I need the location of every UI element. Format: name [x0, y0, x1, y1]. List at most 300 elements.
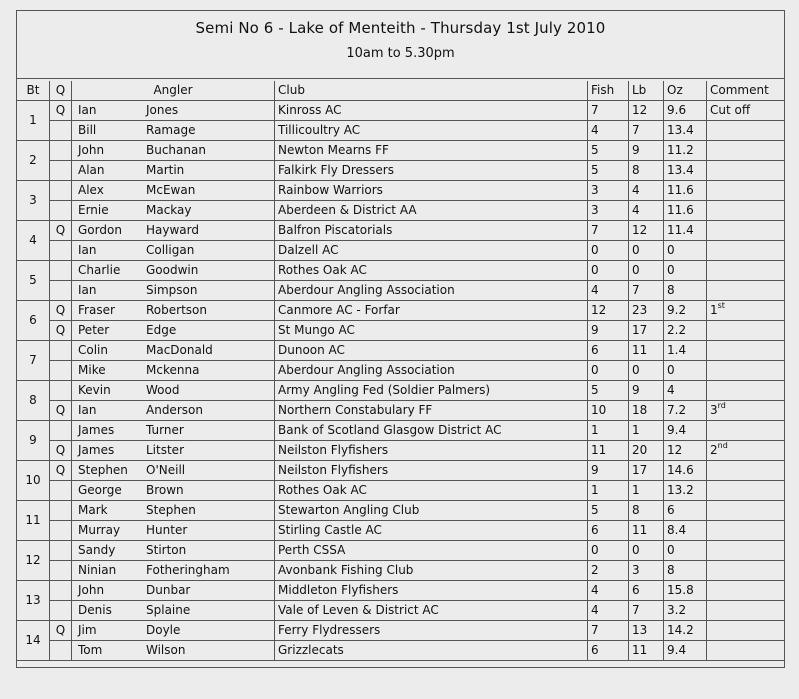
- angler-first-name: Jim: [78, 623, 97, 637]
- club-cell: Vale of Leven & District AC: [275, 601, 588, 621]
- club-cell: Rothes Oak AC: [275, 261, 588, 281]
- angler-first-name: Kevin: [78, 383, 111, 397]
- angler-last-name: Turner: [146, 423, 184, 437]
- angler-last-name: Mackay: [146, 203, 192, 217]
- club-cell: Bank of Scotland Glasgow District AC: [275, 421, 588, 441]
- qualifier-cell: [50, 181, 72, 201]
- weight-oz-cell: 9.6: [664, 101, 707, 121]
- table-row: [17, 421, 784, 441]
- angler-cell: [72, 201, 275, 221]
- club-cell: Rothes Oak AC: [275, 481, 588, 501]
- weight-oz-cell: 3.2: [664, 601, 707, 621]
- weight-lb-cell: 4: [629, 201, 664, 221]
- angler-cell: [72, 601, 275, 621]
- angler-first-name: Tom: [78, 643, 103, 657]
- fish-count-cell: 9: [588, 321, 629, 341]
- angler-first-name: Stephen: [78, 463, 128, 477]
- weight-lb-cell: 1: [629, 481, 664, 501]
- comment-cell: [707, 281, 785, 301]
- weight-lb-cell: 17: [629, 321, 664, 341]
- table-row: [17, 401, 784, 421]
- boat-number: 8: [17, 381, 50, 421]
- comment-cell: [707, 301, 785, 321]
- angler-last-name: Edge: [146, 323, 177, 337]
- table-row: [17, 641, 784, 661]
- fish-count-cell: 11: [588, 441, 629, 461]
- club-cell: St Mungo AC: [275, 321, 588, 341]
- page-subtitle: 10am to 5.30pm: [346, 46, 455, 61]
- weight-oz-cell: 8.4: [664, 521, 707, 541]
- weight-lb-cell: 3: [629, 561, 664, 581]
- weight-oz-cell: 13.2: [664, 481, 707, 501]
- club-cell: Grizzlecats: [275, 641, 588, 661]
- fish-count-cell: 3: [588, 201, 629, 221]
- angler-first-name: Peter: [78, 323, 110, 337]
- angler-cell: [72, 321, 275, 341]
- table-row: [17, 321, 784, 341]
- angler-first-name: Ian: [78, 283, 97, 297]
- table-row: [17, 461, 784, 481]
- fish-count-cell: 5: [588, 501, 629, 521]
- fish-count-cell: 9: [588, 461, 629, 481]
- boat-number: 11: [17, 501, 50, 541]
- header-oz: Oz: [664, 81, 707, 101]
- header-row: [17, 81, 784, 101]
- qualifier-cell: [50, 481, 72, 501]
- fish-count-cell: 0: [588, 261, 629, 281]
- angler-last-name: Ramage: [146, 123, 196, 137]
- angler-first-name: Fraser: [78, 303, 115, 317]
- qualifier-cell: [50, 281, 72, 301]
- angler-last-name: Splaine: [146, 603, 191, 617]
- fish-count-cell: 5: [588, 161, 629, 181]
- qualifier-cell: [50, 641, 72, 661]
- qualifier-cell: [50, 601, 72, 621]
- angler-last-name: Robertson: [146, 303, 207, 317]
- weight-lb-cell: 13: [629, 621, 664, 641]
- table-row: [17, 101, 784, 121]
- angler-last-name: Stirton: [146, 543, 187, 557]
- angler-last-name: Dunbar: [146, 583, 191, 597]
- weight-lb-cell: 8: [629, 161, 664, 181]
- table-row: [17, 501, 784, 521]
- comment-cell: [707, 541, 785, 561]
- fish-count-cell: 7: [588, 221, 629, 241]
- comment-cell: [707, 461, 785, 481]
- qualifier-cell: [50, 121, 72, 141]
- weight-lb-cell: 9: [629, 381, 664, 401]
- table-row: [17, 221, 784, 241]
- angler-first-name: John: [78, 143, 105, 157]
- comment-cell: [707, 341, 785, 361]
- qualifier-cell: [50, 261, 72, 281]
- weight-lb-cell: 18: [629, 401, 664, 421]
- weight-oz-cell: 0: [664, 541, 707, 561]
- weight-lb-cell: 11: [629, 341, 664, 361]
- angler-last-name: Brown: [146, 483, 184, 497]
- weight-oz-cell: 7.2: [664, 401, 707, 421]
- qualifier-cell: [50, 141, 72, 161]
- angler-cell: [72, 501, 275, 521]
- qualifier-cell: Q: [50, 461, 72, 481]
- angler-last-name: Doyle: [146, 623, 181, 637]
- comment-text: 2: [710, 443, 718, 457]
- weight-oz-cell: 1.4: [664, 341, 707, 361]
- results-table: [17, 81, 784, 661]
- fish-count-cell: 10: [588, 401, 629, 421]
- angler-first-name: James: [78, 443, 115, 457]
- weight-oz-cell: 11.2: [664, 141, 707, 161]
- angler-cell: [72, 401, 275, 421]
- qualifier-cell: Q: [50, 401, 72, 421]
- comment-cell: [707, 261, 785, 281]
- angler-cell: [72, 481, 275, 501]
- weight-lb-cell: 6: [629, 581, 664, 601]
- qualifier-cell: [50, 501, 72, 521]
- weight-oz-cell: 4: [664, 381, 707, 401]
- angler-cell: [72, 381, 275, 401]
- header-comment: Comment: [707, 81, 785, 101]
- table-row: [17, 261, 784, 281]
- fish-count-cell: 6: [588, 641, 629, 661]
- angler-last-name: Fotheringham: [146, 563, 230, 577]
- club-cell: Falkirk Fly Dressers: [275, 161, 588, 181]
- comment-cell: [707, 401, 785, 421]
- weight-oz-cell: 8: [664, 281, 707, 301]
- fish-count-cell: 6: [588, 521, 629, 541]
- weight-lb-cell: 11: [629, 641, 664, 661]
- weight-lb-cell: 7: [629, 281, 664, 301]
- qualifier-cell: [50, 361, 72, 381]
- angler-first-name: Bill: [78, 123, 97, 137]
- comment-cell: [707, 381, 785, 401]
- club-cell: Perth CSSA: [275, 541, 588, 561]
- angler-cell: [72, 641, 275, 661]
- club-cell: Middleton Flyfishers: [275, 581, 588, 601]
- weight-lb-cell: 0: [629, 241, 664, 261]
- qualifier-cell: Q: [50, 621, 72, 641]
- placing-suffix: rd: [717, 401, 726, 410]
- angler-last-name: Simpson: [146, 283, 198, 297]
- fish-count-cell: 6: [588, 341, 629, 361]
- angler-last-name: Wilson: [146, 643, 186, 657]
- comment-cell: [707, 201, 785, 221]
- boat-number: 14: [17, 621, 50, 661]
- comment-text: 3: [710, 403, 718, 417]
- club-cell: Neilston Flyfishers: [275, 441, 588, 461]
- comment-cell: [707, 441, 785, 461]
- weight-oz-cell: 14.2: [664, 621, 707, 641]
- angler-first-name: Murray: [78, 523, 121, 537]
- club-cell: Dunoon AC: [275, 341, 588, 361]
- comment-cell: [707, 621, 785, 641]
- angler-first-name: Colin: [78, 343, 108, 357]
- table-row: [17, 361, 784, 381]
- angler-first-name: Charlie: [78, 263, 121, 277]
- comment-cell: [707, 641, 785, 661]
- angler-first-name: John: [78, 583, 105, 597]
- weight-lb-cell: 11: [629, 521, 664, 541]
- fish-count-cell: 12: [588, 301, 629, 321]
- table-row: [17, 381, 784, 401]
- table-row: [17, 301, 784, 321]
- club-cell: Neilston Flyfishers: [275, 461, 588, 481]
- placing-suffix: nd: [717, 441, 728, 450]
- fish-count-cell: 7: [588, 621, 629, 641]
- placing-suffix: st: [717, 301, 725, 310]
- table-row: [17, 481, 784, 501]
- weight-oz-cell: 9.4: [664, 421, 707, 441]
- boat-number: 5: [17, 261, 50, 301]
- weight-oz-cell: 2.2: [664, 321, 707, 341]
- weight-lb-cell: 0: [629, 261, 664, 281]
- club-cell: Rainbow Warriors: [275, 181, 588, 201]
- club-cell: Avonbank Fishing Club: [275, 561, 588, 581]
- club-cell: Stirling Castle AC: [275, 521, 588, 541]
- boat-number: 2: [17, 141, 50, 181]
- angler-last-name: Martin: [146, 163, 185, 177]
- weight-oz-cell: 0: [664, 261, 707, 281]
- comment-cell: [707, 221, 785, 241]
- qualifier-cell: [50, 341, 72, 361]
- table-row: [17, 241, 784, 261]
- weight-lb-cell: 7: [629, 601, 664, 621]
- header-fish: Fish: [588, 81, 629, 101]
- angler-cell: [72, 521, 275, 541]
- angler-last-name: Buchanan: [146, 143, 206, 157]
- angler-last-name: McEwan: [146, 183, 196, 197]
- qualifier-cell: Q: [50, 441, 72, 461]
- angler-cell: [72, 361, 275, 381]
- results-sheet: [16, 10, 785, 668]
- weight-oz-cell: 11.6: [664, 181, 707, 201]
- angler-cell: [72, 181, 275, 201]
- weight-lb-cell: 1: [629, 421, 664, 441]
- angler-first-name: Mark: [78, 503, 108, 517]
- qualifier-cell: [50, 241, 72, 261]
- angler-first-name: Denis: [78, 603, 112, 617]
- boat-number: 6: [17, 301, 50, 341]
- fish-count-cell: 0: [588, 241, 629, 261]
- comment-cell: [707, 141, 785, 161]
- angler-first-name: Ernie: [78, 203, 109, 217]
- fish-count-cell: 1: [588, 481, 629, 501]
- comment-cell: [707, 601, 785, 621]
- angler-last-name: Hunter: [146, 523, 188, 537]
- angler-first-name: Alan: [78, 163, 105, 177]
- header-q: Q: [50, 81, 72, 101]
- boat-number: 13: [17, 581, 50, 621]
- weight-lb-cell: 4: [629, 181, 664, 201]
- fish-count-cell: 4: [588, 581, 629, 601]
- angler-cell: [72, 121, 275, 141]
- table-row: [17, 161, 784, 181]
- qualifier-cell: [50, 161, 72, 181]
- angler-cell: [72, 441, 275, 461]
- weight-lb-cell: 9: [629, 141, 664, 161]
- comment-cell: [707, 241, 785, 261]
- boat-number: 7: [17, 341, 50, 381]
- angler-cell: [72, 561, 275, 581]
- angler-last-name: Anderson: [146, 403, 203, 417]
- fish-count-cell: 4: [588, 121, 629, 141]
- weight-lb-cell: 12: [629, 221, 664, 241]
- weight-lb-cell: 7: [629, 121, 664, 141]
- page-title: Semi No 6 - Lake of Menteith - Thursday 1st July 2010: [195, 19, 606, 37]
- weight-oz-cell: 11.4: [664, 221, 707, 241]
- angler-cell: [72, 581, 275, 601]
- fish-count-cell: 4: [588, 601, 629, 621]
- table-row: [17, 581, 784, 601]
- table-row: [17, 281, 784, 301]
- weight-oz-cell: 0: [664, 241, 707, 261]
- club-cell: Stewarton Angling Club: [275, 501, 588, 521]
- boat-number: 3: [17, 181, 50, 221]
- angler-last-name: Mckenna: [146, 363, 200, 377]
- table-row: [17, 441, 784, 461]
- comment-cell: [707, 561, 785, 581]
- club-cell: Army Angling Fed (Soldier Palmers): [275, 381, 588, 401]
- weight-oz-cell: 9.4: [664, 641, 707, 661]
- table-row: [17, 621, 784, 641]
- weight-oz-cell: 6: [664, 501, 707, 521]
- header-lb: Lb: [629, 81, 664, 101]
- angler-cell: [72, 621, 275, 641]
- qualifier-cell: [50, 521, 72, 541]
- club-cell: Kinross AC: [275, 101, 588, 121]
- angler-last-name: Hayward: [146, 223, 199, 237]
- comment-cell: [707, 581, 785, 601]
- club-cell: Aberdour Angling Association: [275, 361, 588, 381]
- table-row: [17, 561, 784, 581]
- comment-text: Cut off: [710, 103, 751, 117]
- qualifier-cell: [50, 561, 72, 581]
- table-row: [17, 121, 784, 141]
- angler-last-name: Colligan: [146, 243, 195, 257]
- weight-oz-cell: 9.2: [664, 301, 707, 321]
- angler-cell: [72, 221, 275, 241]
- angler-cell: [72, 241, 275, 261]
- weight-oz-cell: 12: [664, 441, 707, 461]
- weight-lb-cell: 20: [629, 441, 664, 461]
- angler-first-name: Ian: [78, 103, 97, 117]
- weight-oz-cell: 0: [664, 361, 707, 381]
- angler-cell: [72, 101, 275, 121]
- weight-oz-cell: 13.4: [664, 161, 707, 181]
- fish-count-cell: 0: [588, 361, 629, 381]
- weight-oz-cell: 13.4: [664, 121, 707, 141]
- weight-oz-cell: 8: [664, 561, 707, 581]
- weight-lb-cell: 17: [629, 461, 664, 481]
- fish-count-cell: 1: [588, 421, 629, 441]
- angler-last-name: Litster: [146, 443, 184, 457]
- comment-cell: [707, 481, 785, 501]
- qualifier-cell: Q: [50, 321, 72, 341]
- angler-first-name: Gordon: [78, 223, 122, 237]
- angler-cell: [72, 281, 275, 301]
- comment-cell: [707, 361, 785, 381]
- club-cell: Newton Mearns FF: [275, 141, 588, 161]
- angler-last-name: Wood: [146, 383, 180, 397]
- club-cell: Aberdeen & District AA: [275, 201, 588, 221]
- weight-lb-cell: 8: [629, 501, 664, 521]
- club-cell: Ferry Flydressers: [275, 621, 588, 641]
- boat-number: 1: [17, 101, 50, 141]
- fish-count-cell: 2: [588, 561, 629, 581]
- comment-cell: [707, 181, 785, 201]
- comment-cell: [707, 421, 785, 441]
- angler-last-name: Jones: [146, 103, 179, 117]
- angler-first-name: Ian: [78, 243, 97, 257]
- boat-number: 12: [17, 541, 50, 581]
- weight-lb-cell: 12: [629, 101, 664, 121]
- table-row: [17, 521, 784, 541]
- angler-cell: [72, 301, 275, 321]
- weight-lb-cell: 23: [629, 301, 664, 321]
- club-cell: Aberdour Angling Association: [275, 281, 588, 301]
- comment-cell: [707, 501, 785, 521]
- header-club: Club: [275, 81, 588, 101]
- results-body: [17, 101, 784, 661]
- qualifier-cell: [50, 421, 72, 441]
- angler-first-name: Ian: [78, 403, 97, 417]
- boat-number: 10: [17, 461, 50, 501]
- table-row: [17, 201, 784, 221]
- comment-cell: [707, 521, 785, 541]
- header-bt: Bt: [17, 81, 50, 101]
- angler-last-name: Goodwin: [146, 263, 199, 277]
- table-row: [17, 141, 784, 161]
- qualifier-cell: [50, 541, 72, 561]
- weight-oz-cell: 15.8: [664, 581, 707, 601]
- qualifier-cell: [50, 381, 72, 401]
- qualifier-cell: Q: [50, 301, 72, 321]
- fish-count-cell: 4: [588, 281, 629, 301]
- header-angler: Angler: [72, 81, 275, 101]
- weight-lb-cell: 0: [629, 361, 664, 381]
- angler-first-name: George: [78, 483, 122, 497]
- angler-cell: [72, 421, 275, 441]
- fish-count-cell: 7: [588, 101, 629, 121]
- fish-count-cell: 0: [588, 541, 629, 561]
- qualifier-cell: [50, 201, 72, 221]
- angler-cell: [72, 341, 275, 361]
- angler-cell: [72, 261, 275, 281]
- club-cell: Canmore AC - Forfar: [275, 301, 588, 321]
- angler-last-name: Stephen: [146, 503, 196, 517]
- angler-cell: [72, 161, 275, 181]
- angler-first-name: Alex: [78, 183, 104, 197]
- angler-first-name: Mike: [78, 363, 106, 377]
- angler-last-name: O'Neill: [146, 463, 186, 477]
- qualifier-cell: Q: [50, 221, 72, 241]
- title-divider: [17, 78, 784, 79]
- weight-oz-cell: 11.6: [664, 201, 707, 221]
- table-row: [17, 181, 784, 201]
- angler-last-name: MacDonald: [146, 343, 213, 357]
- angler-first-name: James: [78, 423, 115, 437]
- boat-number: 9: [17, 421, 50, 461]
- fish-count-cell: 5: [588, 381, 629, 401]
- table-row: [17, 601, 784, 621]
- table-row: [17, 341, 784, 361]
- comment-cell: [707, 121, 785, 141]
- comment-text: 1: [710, 303, 718, 317]
- qualifier-cell: [50, 581, 72, 601]
- table-row: [17, 541, 784, 561]
- weight-oz-cell: 14.6: [664, 461, 707, 481]
- angler-first-name: Ninian: [78, 563, 117, 577]
